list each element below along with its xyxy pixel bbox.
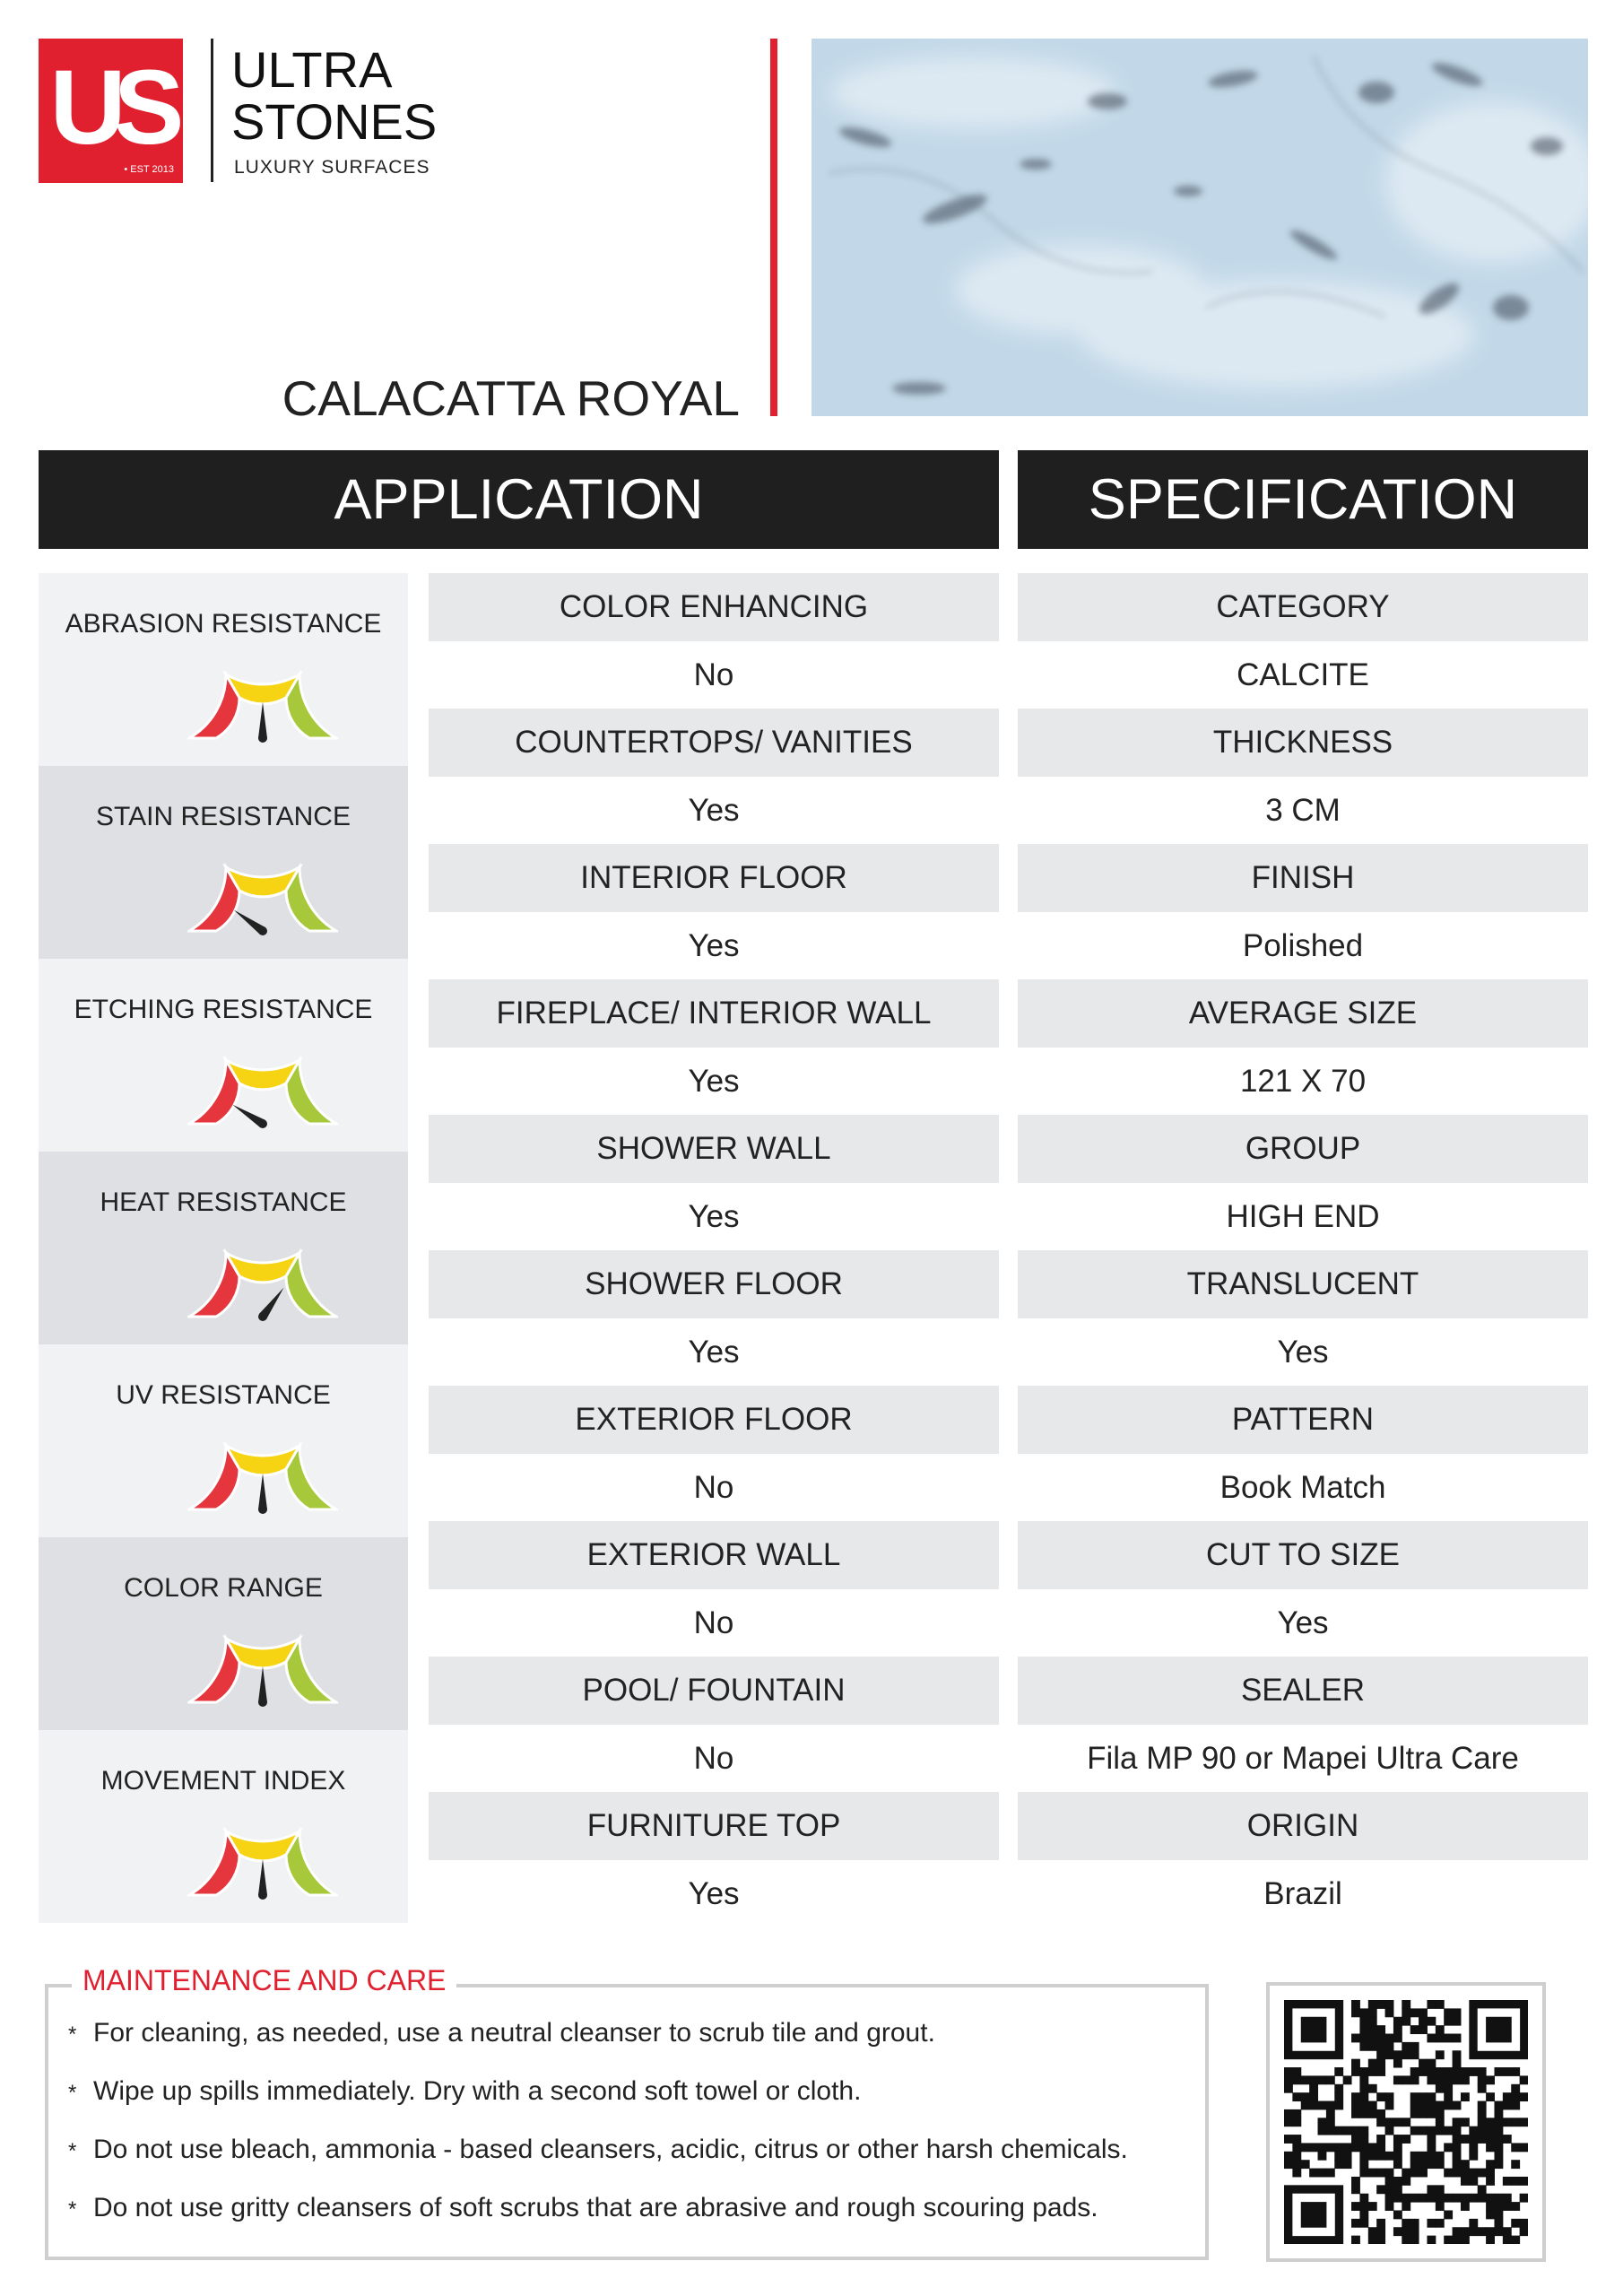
application-row-label: EXTERIOR FLOOR [429, 1386, 999, 1454]
gauge-label: ETCHING RESISTANCE [74, 995, 373, 1024]
gauge-cell [39, 1344, 408, 1537]
gauge-hub [258, 926, 267, 935]
maintenance-item [68, 2193, 1098, 2223]
gauge-dial [187, 1241, 338, 1322]
application-row-value: Yes [429, 912, 999, 980]
spec-row-value: HIGH END [1018, 1183, 1588, 1251]
gauge-label: COLOR RANGE [124, 1573, 323, 1603]
gauge-needle [258, 1859, 267, 1895]
spec-row-value: 121 X 70 [1018, 1048, 1588, 1116]
brand-tagline: LUXURY SURFACES [234, 157, 430, 178]
gauge-high-zone [286, 867, 336, 931]
application-row-label: POOL/ FOUNTAIN [429, 1657, 999, 1725]
application-row-value: Yes [429, 1860, 999, 1928]
application-row-label: FIREPLACE/ INTERIOR WALL [429, 979, 999, 1048]
qr-code-frame [1266, 1982, 1546, 2262]
application-row-value: No [429, 1725, 999, 1793]
gauge-dial [187, 1627, 338, 1708]
gauge-cell [39, 1537, 408, 1730]
gauge-dial [187, 663, 338, 744]
spec-row-value: 3 CM [1018, 777, 1588, 845]
gauge-label: STAIN RESISTANCE [96, 802, 351, 831]
gauge-hub [258, 734, 267, 743]
application-table [429, 573, 999, 1927]
bullet-icon: * [68, 2139, 77, 2163]
application-row-value: No [429, 1589, 999, 1657]
spec-row-label: FINISH [1018, 844, 1588, 912]
gauge-hub [258, 1698, 267, 1707]
spec-row-label: SEALER [1018, 1657, 1588, 1725]
gauge-hub [258, 1119, 267, 1128]
bullet-icon: * [68, 2081, 77, 2105]
gauge-cell [39, 573, 408, 766]
accent-bar [770, 39, 777, 416]
gauge-dial [187, 1820, 338, 1900]
application-row-label: COUNTERTOPS/ VANITIES [429, 709, 999, 777]
application-row-value: Yes [429, 1183, 999, 1251]
maintenance-text: Wipe up spills immediately. Dry with a second soft towel or cloth. [93, 2076, 862, 2106]
application-row-value: Yes [429, 1048, 999, 1116]
gauge-label: HEAT RESISTANCE [100, 1187, 347, 1217]
maintenance-text: For cleaning, as needed, use a neutral cleanser to scrub tile and grout. [93, 2018, 935, 2048]
bullet-icon: * [68, 2022, 77, 2047]
application-header: APPLICATION [39, 450, 999, 549]
gauge-needle [258, 1666, 267, 1702]
spec-row-label: TRANSLUCENT [1018, 1250, 1588, 1318]
gauge-cell [39, 959, 408, 1152]
spec-row-value: Book Match [1018, 1454, 1588, 1522]
spec-row-label: THICKNESS [1018, 709, 1588, 777]
spec-row-label: CATEGORY [1018, 573, 1588, 641]
gauge-needle [258, 1474, 267, 1509]
application-row-label: COLOR ENHANCING [429, 573, 999, 641]
qr-code-icon [1284, 2000, 1528, 2244]
spec-row-label: PATTERN [1018, 1386, 1588, 1454]
maintenance-title: MAINTENANCE AND CARE [72, 1964, 456, 1997]
maintenance-item [68, 2076, 861, 2107]
application-row-label: INTERIOR FLOOR [429, 844, 999, 912]
gauge-high-zone [286, 1639, 336, 1702]
spec-row-value: Yes [1018, 1318, 1588, 1387]
bullet-icon: * [68, 2197, 77, 2222]
maintenance-item [68, 2018, 935, 2048]
maintenance-text: Do not use bleach, ammonia - based cleansers, acidic, citrus or other harsh chemicals. [93, 2135, 1128, 2164]
gauge-dial [187, 1434, 338, 1515]
gauge-hub [258, 1891, 267, 1900]
spec-row-value: Fila MP 90 or Mapei Ultra Care [1018, 1725, 1588, 1793]
gauge-cell [39, 1730, 408, 1923]
spec-row-label: ORIGIN [1018, 1792, 1588, 1860]
gauge-high-zone [286, 1446, 336, 1509]
logo-est: • EST 2013 [124, 164, 174, 175]
spec-row-label: CUT TO SIZE [1018, 1521, 1588, 1589]
application-row-value: Yes [429, 1318, 999, 1387]
spec-row-label: GROUP [1018, 1115, 1588, 1183]
marble-texture [812, 39, 1588, 416]
maintenance-text: Do not use gritty cleansers of soft scrubs that are abrasive and rough scouring pads. [93, 2193, 1098, 2222]
gauge-needle [258, 702, 267, 738]
gauge-label: ABRASION RESISTANCE [65, 609, 382, 639]
application-row-label: SHOWER FLOOR [429, 1250, 999, 1318]
gauge-high-zone [286, 1060, 336, 1124]
application-row-label: EXTERIOR WALL [429, 1521, 999, 1589]
specification-table [1018, 573, 1588, 1927]
spec-row-value: Yes [1018, 1589, 1588, 1657]
spec-row-value: Brazil [1018, 1860, 1588, 1928]
spec-row-value: Polished [1018, 912, 1588, 980]
product-name: CALACATTA ROYAL [282, 370, 740, 426]
gauge-label: UV RESISTANCE [116, 1380, 331, 1410]
gauge-dial [187, 1048, 338, 1129]
application-row-value: No [429, 641, 999, 709]
application-row-value: Yes [429, 777, 999, 845]
gauge-high-zone [286, 1253, 336, 1317]
brand-name-line1: ULTRA [231, 41, 393, 98]
gauge-label: MOVEMENT INDEX [100, 1766, 346, 1796]
gauge-cell [39, 766, 408, 959]
logo-mark: US [49, 48, 172, 167]
spec-row-value: CALCITE [1018, 641, 1588, 709]
specification-header: SPECIFICATION [1018, 450, 1588, 549]
maintenance-item [68, 2135, 1128, 2165]
gauge-dial [187, 856, 338, 936]
gauge-hub [258, 1312, 267, 1321]
application-row-value: No [429, 1454, 999, 1522]
spec-row-label: AVERAGE SIZE [1018, 979, 1588, 1048]
brand-logo [39, 39, 183, 183]
application-row-label: FURNITURE TOP [429, 1792, 999, 1860]
gauge-high-zone [286, 1831, 336, 1895]
gauge-cell [39, 1152, 408, 1344]
application-row-label: SHOWER WALL [429, 1115, 999, 1183]
gauge-hub [258, 1505, 267, 1514]
brand-name-line2: STONES [231, 93, 438, 150]
gauge-high-zone [286, 674, 336, 738]
stone-sample-photo [812, 39, 1588, 416]
logo-divider [211, 39, 213, 182]
